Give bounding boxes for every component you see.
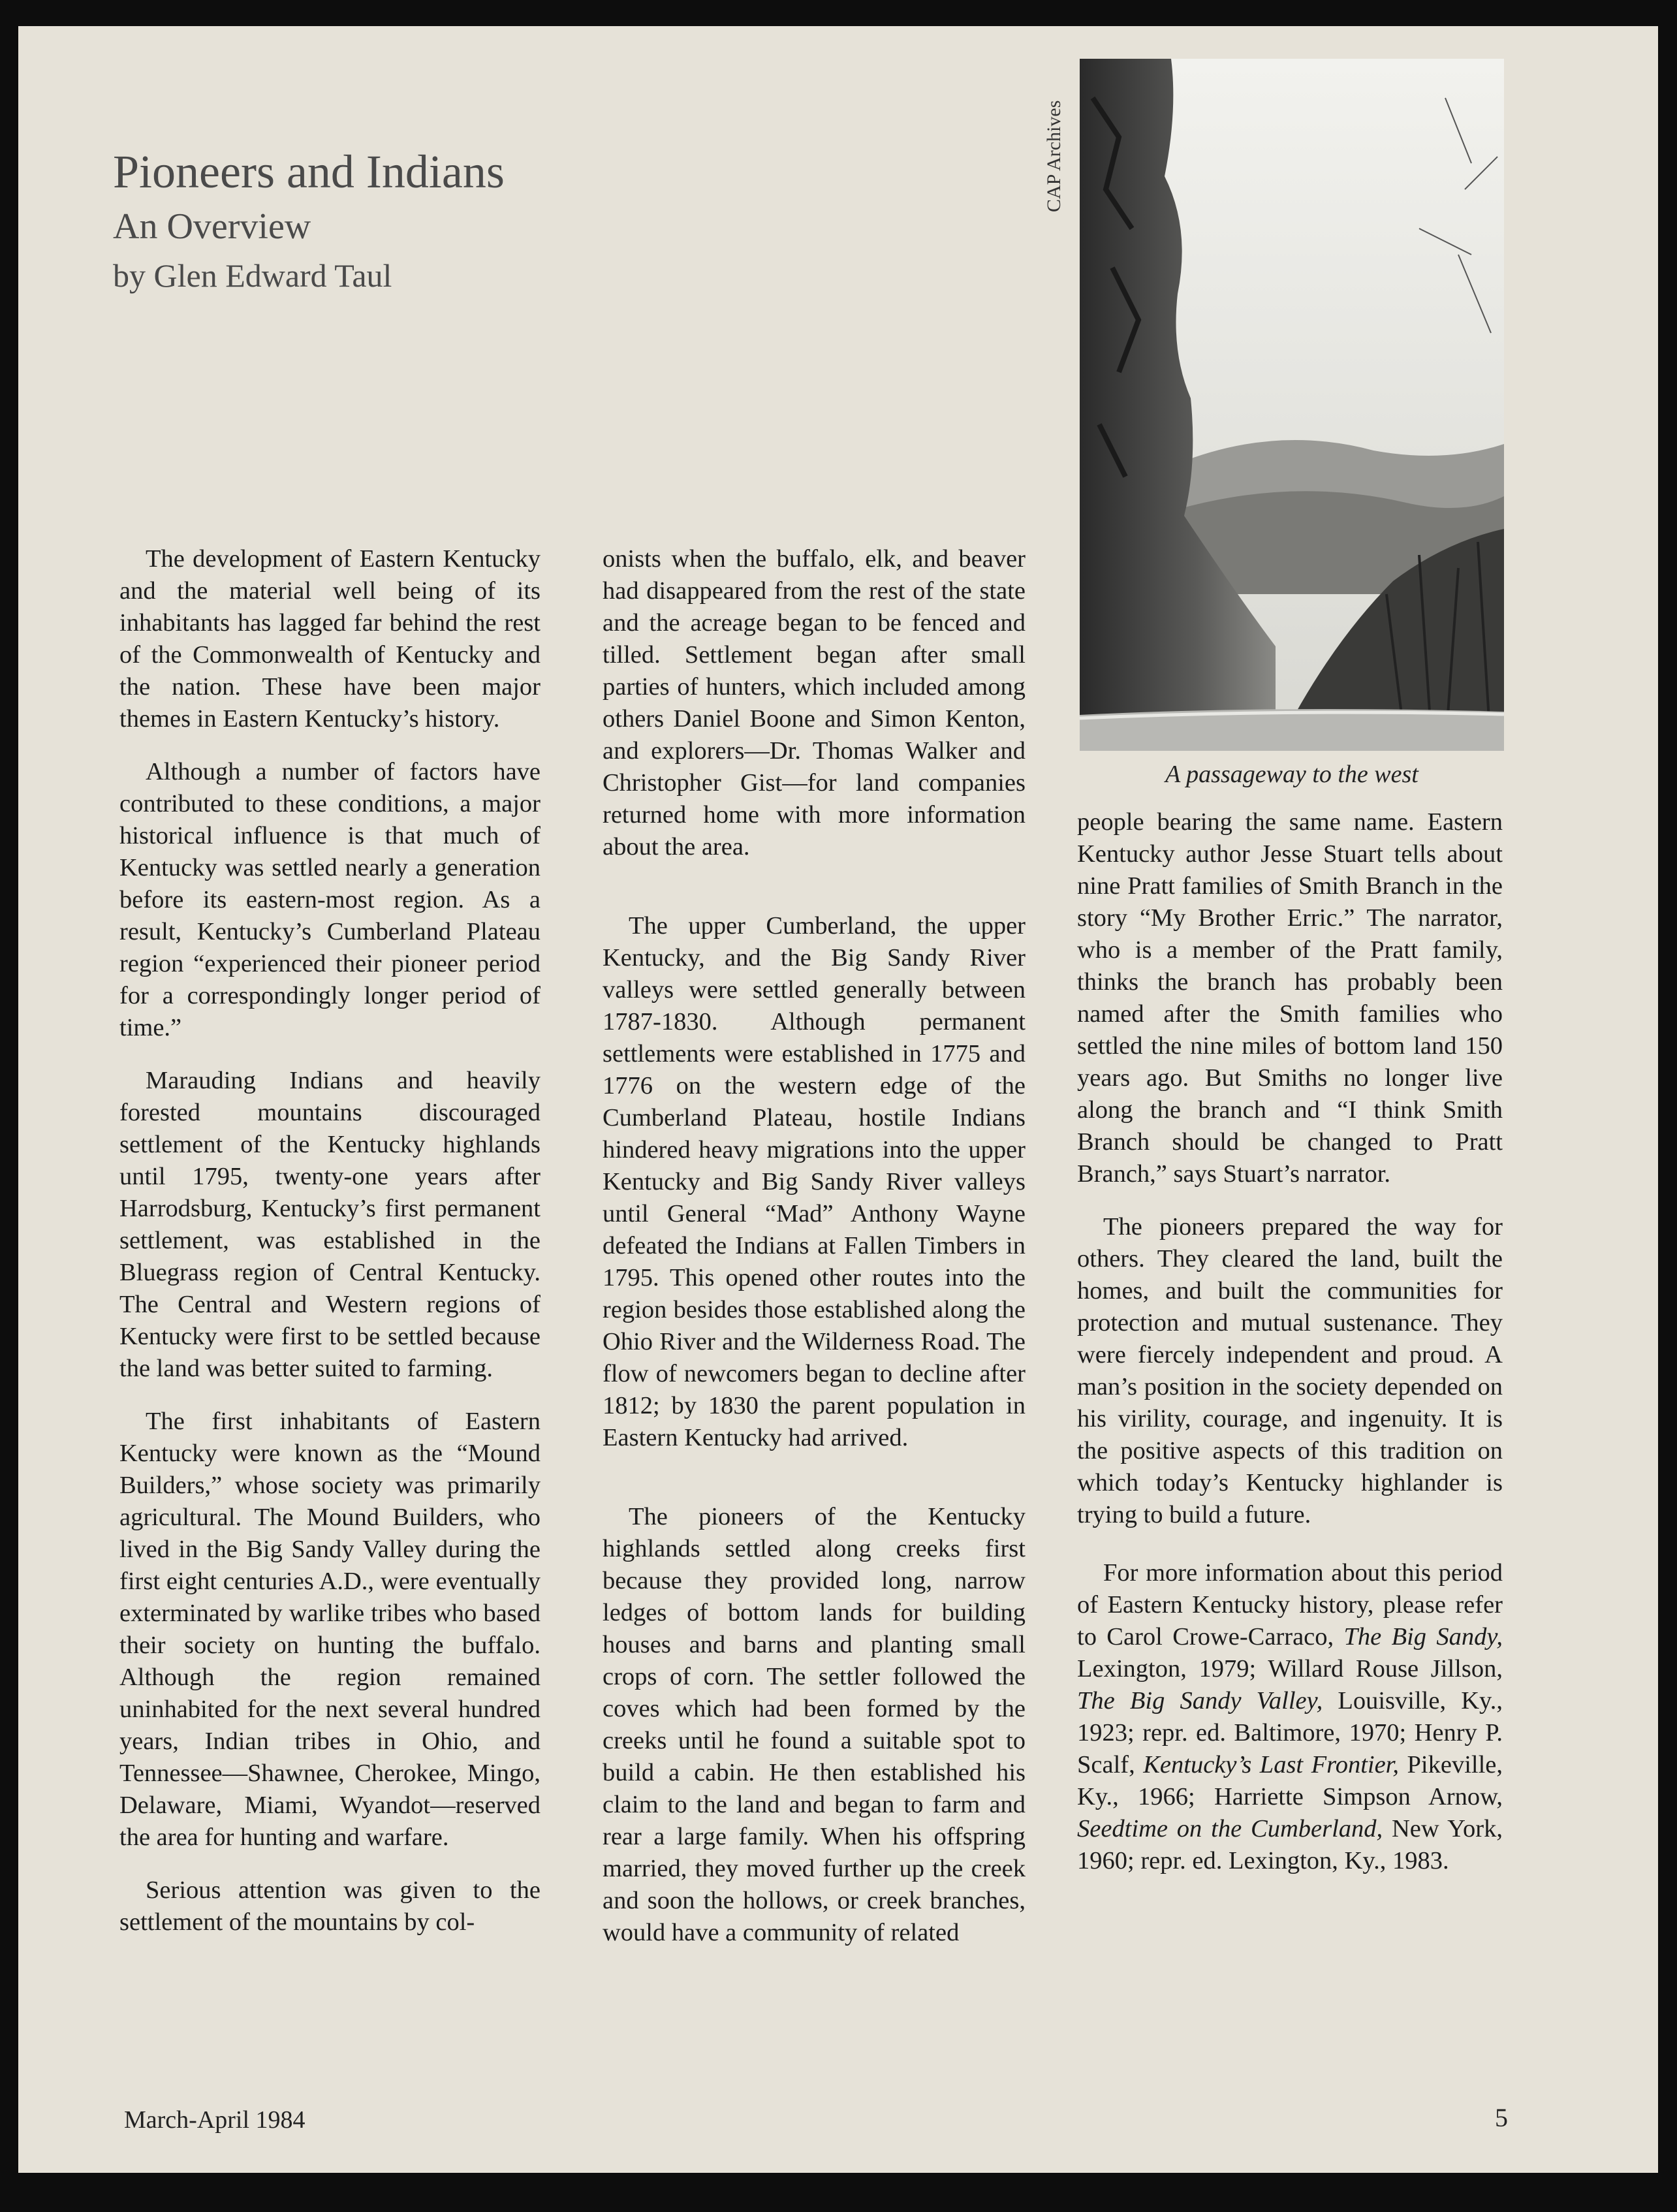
reference-title: Kentucky’s Last Frontier, xyxy=(1143,1751,1400,1778)
paragraph: The first inhabitants of Eastern Kentucky were known as the “Mound Builders,” whose society was primarily agricultural. The Mound Builders, who lived in the Big Sandy Valley during the first eight centuries A.D., were eventually exterminated by warlike tribes who based their society on hunting the buffalo. Although the region remained uninhabited for the next several hundred years, Indian tribes in Ohio, and Tennessee—Shawnee, Cherokee, Mingo, Delaware, Miami, Wyandot—reserved the area for hunting and warfare. xyxy=(119,1408,541,1851)
photo-caption: A passageway to the west xyxy=(1165,761,1418,788)
title-block xyxy=(113,144,700,295)
paragraph: The pioneers prepared the way for others. They cleared the land, built the homes, and built the communities for protection and mutual sustenance. They were fiercely independent and proud. A man’s position in the society depended on his virility, courage, and ingenuity. It is the positive aspects of this tradition on which today’s Kentucky highlander is trying to build a future. xyxy=(1077,1213,1503,1528)
text-column-1 xyxy=(119,543,541,1959)
issue-date: March-April 1984 xyxy=(124,2106,306,2134)
paragraph: Although a number of factors have contributed to these conditions, a major historical influence is that much of Kentucky was settled nearly a generation before its eastern-most region. As a result, Kentucky’s Cumberland Plateau region “experienced their pioneer period for a correspondingly longer period of time.” xyxy=(119,758,541,1041)
article-byline: by Glen Edward Taul xyxy=(113,257,392,294)
reference-title: The Big Sandy, xyxy=(1343,1623,1503,1651)
text-column-3 xyxy=(1077,806,1503,1898)
reference-title: The Big Sandy Valley, xyxy=(1077,1687,1323,1714)
reference-title: Seedtime on the Cumberland, xyxy=(1077,1815,1383,1842)
article-subtitle: An Overview xyxy=(113,206,311,247)
references-paragraph xyxy=(1077,1557,1503,1877)
paragraph: The upper Cumberland, the upper Kentucky, and the Big Sandy River valleys were settled generally between 1787-1830. Although permanent settlements were established in 1775 and 1776 on the western edge of the Cumberland Plateau, hostile Indians hindered heavy migrations into the upper Kentucky and Big Sandy River valleys until General “Mad” Anthony Wayne defeated the Indians at Fallen Timbers in 1795. This opened other routes into the region besides those established along the Ohio River and the Wilderness Road. The flow of newcomers began to decline after 1812; by 1830 the parent population in Eastern Kentucky had arrived. xyxy=(603,912,1026,1451)
landscape-photo xyxy=(1080,59,1504,751)
article-title: Pioneers and Indians xyxy=(113,146,505,198)
reference-detail: Lexington, 1979; Willard Rouse Jillson, xyxy=(1077,1655,1503,1683)
references-intro: For more information about this period of Eastern Kentucky history, please refer to Carol Crowe-Carraco, xyxy=(1077,1559,1503,1651)
paragraph: Serious attention was given to the settlement of the mountains by col- xyxy=(119,1876,541,1936)
paragraph: Marauding Indians and heavily forested mountains discouraged settlement of the Kentucky highlands until 1795, twenty-one years after Harrodsburg, Kentucky’s first permanent settlement, was established in the Bluegrass region of Central Kentucky. The Central and Western regions of Kentucky were first to be settled because the land was better suited to farming. xyxy=(119,1067,541,1382)
text-column-2 xyxy=(603,543,1026,1970)
paragraph: The development of Eastern Kentucky and the material well being of its inhabitants has lagged far behind the rest of the Commonwealth of Kentucky and the nation. These have been major themes in Eastern Kentucky’s history. xyxy=(119,545,541,733)
reference-detail: Louisville, Ky., 1923; repr. ed. Baltimore, 1970; Henry P. Scalf, xyxy=(1077,1687,1503,1778)
landscape-photo-image xyxy=(1080,59,1504,751)
photo-credit: CAP Archives xyxy=(1043,100,1065,212)
paragraph: onists when the buffalo, elk, and beaver had disappeared from the rest of the state and the acreage began to be fenced and tilled. Settlement began after small parties of hunters, which included among others Daniel Boone and Simon Kenton, and explorers—Dr. Thomas Walker and Christopher Gist—for land companies returned home with more information about the area. xyxy=(603,545,1026,861)
reference-detail: New York, 1960; repr. ed. Lexington, Ky., 1983. xyxy=(1077,1815,1503,1874)
page-number: 5 xyxy=(1495,2103,1508,2132)
magazine-page xyxy=(18,26,1658,2173)
reference-detail: Pikeville, Ky., 1966; Harriette Simpson Arnow, xyxy=(1077,1751,1503,1810)
paragraph: people bearing the same name. Eastern Kentucky author Jesse Stuart tells about nine Pratt families of Smith Branch in the story “My Brother Erric.” The narrator, who is a member of the Pratt family, thinks the branch has probably been named after the Smith families who settled the nine miles of bottom land 150 years ago. But Smiths no longer live along the branch and “I think Smith Branch should be changed to Pratt Branch,” says Stuart’s narrator. xyxy=(1077,808,1503,1188)
paragraph: The pioneers of the Kentucky highlands settled along creeks first because they provided long, narrow ledges of bottom lands for building houses and barns and planting small crops of corn. The settler followed the coves which had been formed by the creeks until he found a suitable spot to build a cabin. He then established his claim to the land and began to farm and rear a large family. When his offspring married, they moved further up the creek and soon the hollows, or creek branches, would have a community of related xyxy=(603,1503,1026,1946)
